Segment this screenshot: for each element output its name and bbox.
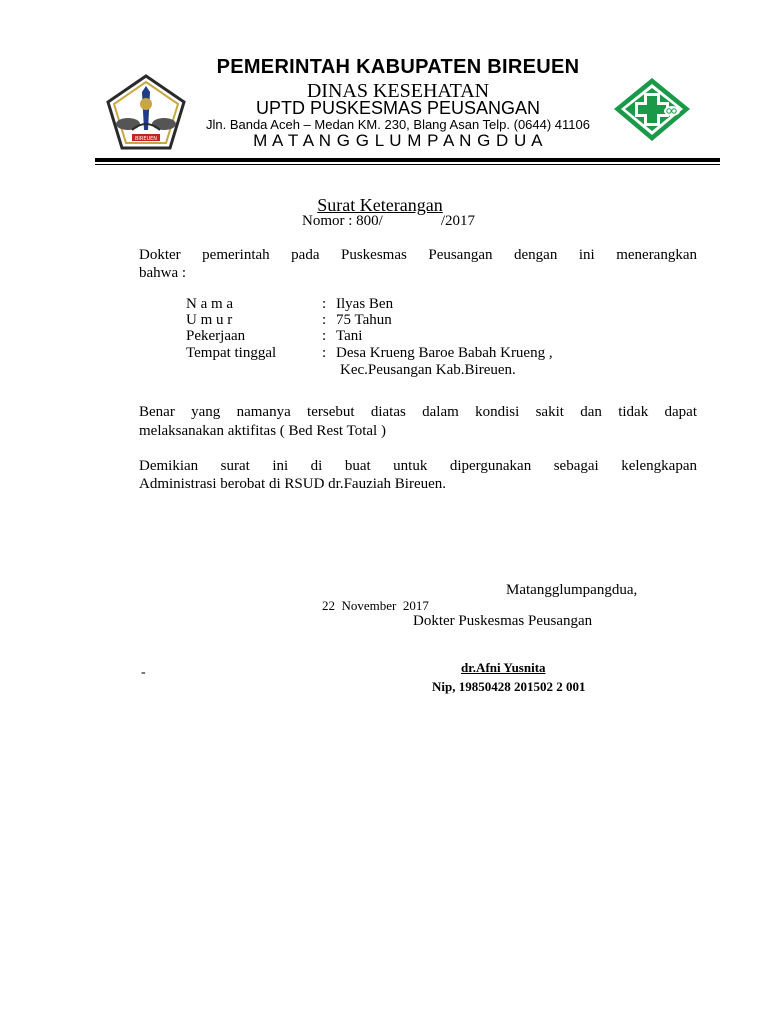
field-colon-residence: : — [322, 345, 327, 361]
emblem-banner-text: BIREUEN — [134, 136, 158, 142]
signature-dash: - — [141, 665, 146, 680]
field-value-name: Ilyas Ben — [336, 296, 394, 312]
paragraph-1-line-2: melaksanakan aktifitas ( Bed Rest Total ) — [139, 423, 386, 439]
signature-date: 22 November 2017 — [322, 598, 429, 613]
letter-number-suffix: /2017 — [440, 213, 476, 229]
letterhead-divider-thick — [95, 158, 720, 162]
signature-place: Matangglumpangdua, — [506, 582, 638, 598]
letter-number — [302, 213, 475, 230]
field-label-occupation: Pekerjaan — [186, 328, 246, 344]
letterhead-department: DINAS KESEHATAN — [306, 80, 490, 102]
letter-title-text: Surat Keterangan — [317, 195, 443, 215]
field-colon-occupation: : — [322, 328, 327, 344]
paragraph-2-line-1: Demikian surat ini di buat untuk dipergunakan sebagai kelengkapan — [139, 458, 697, 474]
signature-name-text: dr.Afni Yusnita — [461, 660, 546, 675]
field-label-name: N a m a — [186, 296, 234, 312]
letterhead-address: Jln. Banda Aceh – Medan KM. 230, Blang Asan Telp. (0644) 41106 — [205, 117, 590, 132]
field-value-occupation: Tani — [336, 328, 363, 344]
letterhead-divider-thin — [95, 164, 720, 165]
letterhead-government: PEMERINTAH KABUPATEN BIREUEN — [216, 56, 580, 78]
intro-line-2: bahwa : — [139, 265, 187, 281]
field-colon-name: : — [322, 296, 327, 312]
paragraph-2-line-2: Administrasi berobat di RSUD dr.Fauziah Bireuen. — [139, 476, 447, 492]
field-value-residence: Desa Krueng Baroe Babah Krueng , — [336, 345, 553, 361]
field-label-residence: Tempat tinggal — [186, 345, 277, 361]
signature-name — [461, 660, 556, 676]
field-value-age: 75 Tahun — [336, 312, 392, 328]
signature-nip: Nip, 19850428 201502 2 001 — [432, 679, 586, 694]
letterhead-unit: UPTD PUSKESMAS PEUSANGAN — [255, 98, 541, 118]
field-colon-age: : — [322, 312, 327, 328]
letter-number-prefix: Nomor : 800/ — [302, 213, 383, 229]
field-label-age: U m u r — [186, 312, 233, 328]
field-value-residence-cont: Kec.Peusangan Kab.Bireuen. — [340, 362, 516, 378]
signature-role: Dokter Puskesmas Peusangan — [413, 613, 593, 629]
paragraph-1-line-1: Benar yang namanya tersebut diatas dalam kondisi sakit dan tidak dapat — [139, 404, 697, 420]
intro-line-1: Dokter pemerintah pada Puskesmas Peusangan dengan ini menerangkan — [139, 247, 697, 263]
letterhead-town: M A T A N G G L U M P A N G D U A — [253, 131, 543, 150]
